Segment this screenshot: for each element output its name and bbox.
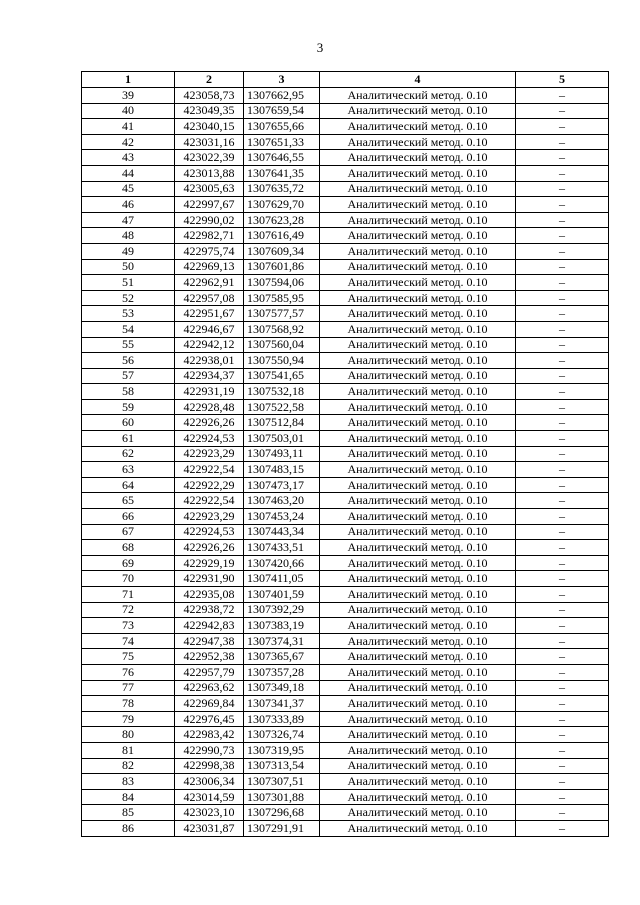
x-coordinate-cell: 422983,42 (175, 727, 244, 743)
x-coordinate-cell: 422963,62 (175, 680, 244, 696)
note-cell: – (516, 805, 609, 821)
method-cell: Аналитический метод. 0.10 (320, 774, 516, 790)
method-cell: Аналитический метод. 0.10 (320, 618, 516, 634)
note-cell: – (516, 150, 609, 166)
y-coordinate-cell: 1307568,92 (244, 321, 320, 337)
table-row (82, 399, 609, 415)
point-number-cell: 63 (82, 462, 175, 478)
y-coordinate-cell: 1307349,18 (244, 680, 320, 696)
table-row (82, 742, 609, 758)
table-row (82, 462, 609, 478)
note-cell: – (516, 587, 609, 603)
point-number-cell: 79 (82, 711, 175, 727)
table-row (82, 571, 609, 587)
point-number-cell: 44 (82, 165, 175, 181)
x-coordinate-cell: 422951,67 (175, 306, 244, 322)
x-coordinate-cell: 422998,38 (175, 758, 244, 774)
y-coordinate-cell: 1307651,33 (244, 134, 320, 150)
y-coordinate-cell: 1307541,65 (244, 368, 320, 384)
note-cell: – (516, 618, 609, 634)
table-row (82, 181, 609, 197)
y-coordinate-cell: 1307420,66 (244, 555, 320, 571)
point-number-cell: 64 (82, 477, 175, 493)
method-cell: Аналитический метод. 0.10 (320, 633, 516, 649)
x-coordinate-cell: 422922,54 (175, 493, 244, 509)
table-row (82, 88, 609, 104)
y-coordinate-cell: 1307443,34 (244, 524, 320, 540)
point-number-cell: 75 (82, 649, 175, 665)
note-cell: – (516, 462, 609, 478)
note-cell: – (516, 696, 609, 712)
y-coordinate-cell: 1307629,70 (244, 197, 320, 213)
table-row (82, 602, 609, 618)
method-cell: Аналитический метод. 0.10 (320, 711, 516, 727)
x-coordinate-cell: 422976,45 (175, 711, 244, 727)
note-cell: – (516, 680, 609, 696)
note-cell: – (516, 321, 609, 337)
method-cell: Аналитический метод. 0.10 (320, 181, 516, 197)
x-coordinate-cell: 422924,53 (175, 524, 244, 540)
x-coordinate-cell: 422926,26 (175, 540, 244, 556)
note-cell: – (516, 165, 609, 181)
table-row (82, 664, 609, 680)
table-row (82, 493, 609, 509)
note-cell: – (516, 602, 609, 618)
y-coordinate-cell: 1307550,94 (244, 353, 320, 369)
y-coordinate-cell: 1307577,57 (244, 306, 320, 322)
note-cell: – (516, 633, 609, 649)
y-coordinate-cell: 1307365,67 (244, 649, 320, 665)
method-cell: Аналитический метод. 0.10 (320, 820, 516, 836)
table-row (82, 711, 609, 727)
table-row (82, 290, 609, 306)
y-coordinate-cell: 1307307,51 (244, 774, 320, 790)
table-row (82, 758, 609, 774)
x-coordinate-cell: 422934,37 (175, 368, 244, 384)
method-cell: Аналитический метод. 0.10 (320, 602, 516, 618)
y-coordinate-cell: 1307463,20 (244, 493, 320, 509)
x-coordinate-cell: 422947,38 (175, 633, 244, 649)
x-coordinate-cell: 422931,19 (175, 384, 244, 400)
method-cell: Аналитический метод. 0.10 (320, 306, 516, 322)
x-coordinate-cell: 422938,01 (175, 353, 244, 369)
method-cell: Аналитический метод. 0.10 (320, 649, 516, 665)
y-coordinate-cell: 1307662,95 (244, 88, 320, 104)
x-coordinate-cell: 422942,83 (175, 618, 244, 634)
method-cell: Аналитический метод. 0.10 (320, 805, 516, 821)
x-coordinate-cell: 422922,54 (175, 462, 244, 478)
x-coordinate-cell: 423005,63 (175, 181, 244, 197)
note-cell: – (516, 493, 609, 509)
point-number-cell: 51 (82, 275, 175, 291)
table-row (82, 696, 609, 712)
note-cell: – (516, 384, 609, 400)
y-coordinate-cell: 1307453,24 (244, 509, 320, 525)
method-cell: Аналитический метод. 0.10 (320, 446, 516, 462)
point-number-cell: 66 (82, 509, 175, 525)
x-coordinate-cell: 422938,72 (175, 602, 244, 618)
point-number-cell: 50 (82, 259, 175, 275)
table-row (82, 774, 609, 790)
method-cell: Аналитический метод. 0.10 (320, 664, 516, 680)
method-cell: Аналитический метод. 0.10 (320, 571, 516, 587)
table-row (82, 524, 609, 540)
note-cell: – (516, 524, 609, 540)
note-cell: – (516, 742, 609, 758)
method-cell: Аналитический метод. 0.10 (320, 119, 516, 135)
y-coordinate-cell: 1307646,55 (244, 150, 320, 166)
header-col-4: 4 (320, 72, 516, 88)
y-coordinate-cell: 1307641,35 (244, 165, 320, 181)
x-coordinate-cell: 422928,48 (175, 399, 244, 415)
table-row (82, 150, 609, 166)
method-cell: Аналитический метод. 0.10 (320, 134, 516, 150)
point-number-cell: 82 (82, 758, 175, 774)
y-coordinate-cell: 1307341,37 (244, 696, 320, 712)
method-cell: Аналитический метод. 0.10 (320, 493, 516, 509)
y-coordinate-cell: 1307623,28 (244, 212, 320, 228)
table-row (82, 228, 609, 244)
y-coordinate-cell: 1307357,28 (244, 664, 320, 680)
y-coordinate-cell: 1307333,89 (244, 711, 320, 727)
header-col-3: 3 (244, 72, 320, 88)
y-coordinate-cell: 1307291,91 (244, 820, 320, 836)
x-coordinate-cell: 422990,73 (175, 742, 244, 758)
method-cell: Аналитический метод. 0.10 (320, 290, 516, 306)
table-row (82, 259, 609, 275)
table-row (82, 353, 609, 369)
point-number-cell: 71 (82, 587, 175, 603)
note-cell: – (516, 259, 609, 275)
x-coordinate-cell: 423058,73 (175, 88, 244, 104)
table-row (82, 306, 609, 322)
point-number-cell: 45 (82, 181, 175, 197)
method-cell: Аналитический метод. 0.10 (320, 321, 516, 337)
point-number-cell: 46 (82, 197, 175, 213)
x-coordinate-cell: 422982,71 (175, 228, 244, 244)
method-cell: Аналитический метод. 0.10 (320, 165, 516, 181)
x-coordinate-cell: 423031,16 (175, 134, 244, 150)
y-coordinate-cell: 1307433,51 (244, 540, 320, 556)
coordinates-table (81, 71, 609, 837)
y-coordinate-cell: 1307503,01 (244, 431, 320, 447)
point-number-cell: 70 (82, 571, 175, 587)
note-cell: – (516, 446, 609, 462)
note-cell: – (516, 820, 609, 836)
point-number-cell: 56 (82, 353, 175, 369)
y-coordinate-cell: 1307401,59 (244, 587, 320, 603)
note-cell: – (516, 509, 609, 525)
note-cell: – (516, 711, 609, 727)
x-coordinate-cell: 422990,02 (175, 212, 244, 228)
y-coordinate-cell: 1307512,84 (244, 415, 320, 431)
note-cell: – (516, 368, 609, 384)
point-number-cell: 77 (82, 680, 175, 696)
y-coordinate-cell: 1307493,11 (244, 446, 320, 462)
table-row (82, 243, 609, 259)
x-coordinate-cell: 422957,08 (175, 290, 244, 306)
point-number-cell: 68 (82, 540, 175, 556)
table-row (82, 321, 609, 337)
point-number-cell: 59 (82, 399, 175, 415)
note-cell: – (516, 243, 609, 259)
note-cell: – (516, 399, 609, 415)
method-cell: Аналитический метод. 0.10 (320, 353, 516, 369)
point-number-cell: 74 (82, 633, 175, 649)
note-cell: – (516, 290, 609, 306)
method-cell: Аналитический метод. 0.10 (320, 540, 516, 556)
table-row (82, 103, 609, 119)
note-cell: – (516, 197, 609, 213)
note-cell: – (516, 555, 609, 571)
note-cell: – (516, 212, 609, 228)
y-coordinate-cell: 1307319,95 (244, 742, 320, 758)
point-number-cell: 65 (82, 493, 175, 509)
method-cell: Аналитический метод. 0.10 (320, 680, 516, 696)
table-row (82, 165, 609, 181)
x-coordinate-cell: 423049,35 (175, 103, 244, 119)
method-cell: Аналитический метод. 0.10 (320, 509, 516, 525)
y-coordinate-cell: 1307383,19 (244, 618, 320, 634)
note-cell: – (516, 571, 609, 587)
table-row (82, 119, 609, 135)
method-cell: Аналитический метод. 0.10 (320, 103, 516, 119)
method-cell: Аналитический метод. 0.10 (320, 368, 516, 384)
x-coordinate-cell: 422929,19 (175, 555, 244, 571)
x-coordinate-cell: 422957,79 (175, 664, 244, 680)
method-cell: Аналитический метод. 0.10 (320, 758, 516, 774)
header-col-5: 5 (516, 72, 609, 88)
x-coordinate-cell: 422922,29 (175, 477, 244, 493)
point-number-cell: 47 (82, 212, 175, 228)
point-number-cell: 60 (82, 415, 175, 431)
table-row (82, 134, 609, 150)
x-coordinate-cell: 422942,12 (175, 337, 244, 353)
method-cell: Аналитический метод. 0.10 (320, 555, 516, 571)
table-row (82, 368, 609, 384)
method-cell: Аналитический метод. 0.10 (320, 197, 516, 213)
note-cell: – (516, 88, 609, 104)
table-row (82, 415, 609, 431)
method-cell: Аналитический метод. 0.10 (320, 228, 516, 244)
point-number-cell: 67 (82, 524, 175, 540)
x-coordinate-cell: 422969,84 (175, 696, 244, 712)
x-coordinate-cell: 422923,29 (175, 446, 244, 462)
y-coordinate-cell: 1307594,06 (244, 275, 320, 291)
table-row (82, 431, 609, 447)
table-header (82, 72, 609, 88)
table-row (82, 540, 609, 556)
method-cell: Аналитический метод. 0.10 (320, 337, 516, 353)
y-coordinate-cell: 1307522,58 (244, 399, 320, 415)
table-row (82, 587, 609, 603)
x-coordinate-cell: 422923,29 (175, 509, 244, 525)
note-cell: – (516, 134, 609, 150)
note-cell: – (516, 415, 609, 431)
header-col-2: 2 (175, 72, 244, 88)
point-number-cell: 72 (82, 602, 175, 618)
point-number-cell: 57 (82, 368, 175, 384)
x-coordinate-cell: 422931,90 (175, 571, 244, 587)
note-cell: – (516, 431, 609, 447)
point-number-cell: 86 (82, 820, 175, 836)
y-coordinate-cell: 1307635,72 (244, 181, 320, 197)
table-row (82, 477, 609, 493)
note-cell: – (516, 353, 609, 369)
table-row (82, 384, 609, 400)
y-coordinate-cell: 1307301,88 (244, 789, 320, 805)
x-coordinate-cell: 422969,13 (175, 259, 244, 275)
point-number-cell: 54 (82, 321, 175, 337)
point-number-cell: 43 (82, 150, 175, 166)
y-coordinate-cell: 1307601,86 (244, 259, 320, 275)
point-number-cell: 39 (82, 88, 175, 104)
method-cell: Аналитический метод. 0.10 (320, 88, 516, 104)
point-number-cell: 69 (82, 555, 175, 571)
point-number-cell: 55 (82, 337, 175, 353)
y-coordinate-cell: 1307473,17 (244, 477, 320, 493)
point-number-cell: 42 (82, 134, 175, 150)
y-coordinate-cell: 1307374,31 (244, 633, 320, 649)
page-number: 3 (316, 40, 324, 55)
table-row (82, 789, 609, 805)
method-cell: Аналитический метод. 0.10 (320, 696, 516, 712)
note-cell: – (516, 540, 609, 556)
method-cell: Аналитический метод. 0.10 (320, 150, 516, 166)
table-row (82, 337, 609, 353)
x-coordinate-cell: 423013,88 (175, 165, 244, 181)
y-coordinate-cell: 1307560,04 (244, 337, 320, 353)
method-cell: Аналитический метод. 0.10 (320, 212, 516, 228)
y-coordinate-cell: 1307313,54 (244, 758, 320, 774)
y-coordinate-cell: 1307392,29 (244, 602, 320, 618)
x-coordinate-cell: 422924,53 (175, 431, 244, 447)
x-coordinate-cell: 422946,67 (175, 321, 244, 337)
point-number-cell: 76 (82, 664, 175, 680)
y-coordinate-cell: 1307655,66 (244, 119, 320, 135)
table-row (82, 618, 609, 634)
method-cell: Аналитический метод. 0.10 (320, 587, 516, 603)
x-coordinate-cell: 422962,91 (175, 275, 244, 291)
point-number-cell: 53 (82, 306, 175, 322)
point-number-cell: 48 (82, 228, 175, 244)
y-coordinate-cell: 1307296,68 (244, 805, 320, 821)
point-number-cell: 78 (82, 696, 175, 712)
x-coordinate-cell: 422952,38 (175, 649, 244, 665)
method-cell: Аналитический метод. 0.10 (320, 789, 516, 805)
table-row (82, 727, 609, 743)
note-cell: – (516, 477, 609, 493)
x-coordinate-cell: 422935,08 (175, 587, 244, 603)
method-cell: Аналитический метод. 0.10 (320, 399, 516, 415)
note-cell: – (516, 228, 609, 244)
method-cell: Аналитический метод. 0.10 (320, 415, 516, 431)
note-cell: – (516, 774, 609, 790)
note-cell: – (516, 119, 609, 135)
point-number-cell: 62 (82, 446, 175, 462)
note-cell: – (516, 789, 609, 805)
y-coordinate-cell: 1307585,95 (244, 290, 320, 306)
method-cell: Аналитический метод. 0.10 (320, 275, 516, 291)
point-number-cell: 58 (82, 384, 175, 400)
x-coordinate-cell: 422997,67 (175, 197, 244, 213)
y-coordinate-cell: 1307532,18 (244, 384, 320, 400)
point-number-cell: 40 (82, 103, 175, 119)
note-cell: – (516, 727, 609, 743)
table-row (82, 555, 609, 571)
note-cell: – (516, 181, 609, 197)
table-body (82, 88, 609, 837)
note-cell: – (516, 337, 609, 353)
method-cell: Аналитический метод. 0.10 (320, 524, 516, 540)
point-number-cell: 49 (82, 243, 175, 259)
point-number-cell: 84 (82, 789, 175, 805)
point-number-cell: 73 (82, 618, 175, 634)
y-coordinate-cell: 1307483,15 (244, 462, 320, 478)
table-row (82, 680, 609, 696)
note-cell: – (516, 103, 609, 119)
method-cell: Аналитический метод. 0.10 (320, 431, 516, 447)
table-row (82, 509, 609, 525)
x-coordinate-cell: 423023,10 (175, 805, 244, 821)
method-cell: Аналитический метод. 0.10 (320, 727, 516, 743)
y-coordinate-cell: 1307326,74 (244, 727, 320, 743)
table-row (82, 212, 609, 228)
point-number-cell: 85 (82, 805, 175, 821)
x-coordinate-cell: 422975,74 (175, 243, 244, 259)
y-coordinate-cell: 1307616,49 (244, 228, 320, 244)
method-cell: Аналитический метод. 0.10 (320, 462, 516, 478)
note-cell: – (516, 664, 609, 680)
note-cell: – (516, 306, 609, 322)
method-cell: Аналитический метод. 0.10 (320, 477, 516, 493)
x-coordinate-cell: 423040,15 (175, 119, 244, 135)
point-number-cell: 52 (82, 290, 175, 306)
x-coordinate-cell: 422926,26 (175, 415, 244, 431)
x-coordinate-cell: 423022,39 (175, 150, 244, 166)
header-row (82, 72, 609, 88)
table-row (82, 275, 609, 291)
point-number-cell: 41 (82, 119, 175, 135)
x-coordinate-cell: 423006,34 (175, 774, 244, 790)
header-col-1: 1 (82, 72, 175, 88)
y-coordinate-cell: 1307609,34 (244, 243, 320, 259)
note-cell: – (516, 758, 609, 774)
table-row (82, 805, 609, 821)
table-row (82, 633, 609, 649)
table-row (82, 197, 609, 213)
note-cell: – (516, 649, 609, 665)
table-row (82, 820, 609, 836)
point-number-cell: 80 (82, 727, 175, 743)
method-cell: Аналитический метод. 0.10 (320, 384, 516, 400)
y-coordinate-cell: 1307659,54 (244, 103, 320, 119)
note-cell: – (516, 275, 609, 291)
x-coordinate-cell: 423014,59 (175, 789, 244, 805)
point-number-cell: 81 (82, 742, 175, 758)
point-number-cell: 83 (82, 774, 175, 790)
y-coordinate-cell: 1307411,05 (244, 571, 320, 587)
point-number-cell: 61 (82, 431, 175, 447)
method-cell: Аналитический метод. 0.10 (320, 742, 516, 758)
x-coordinate-cell: 423031,87 (175, 820, 244, 836)
method-cell: Аналитический метод. 0.10 (320, 259, 516, 275)
method-cell: Аналитический метод. 0.10 (320, 243, 516, 259)
table-row (82, 649, 609, 665)
table-row (82, 446, 609, 462)
